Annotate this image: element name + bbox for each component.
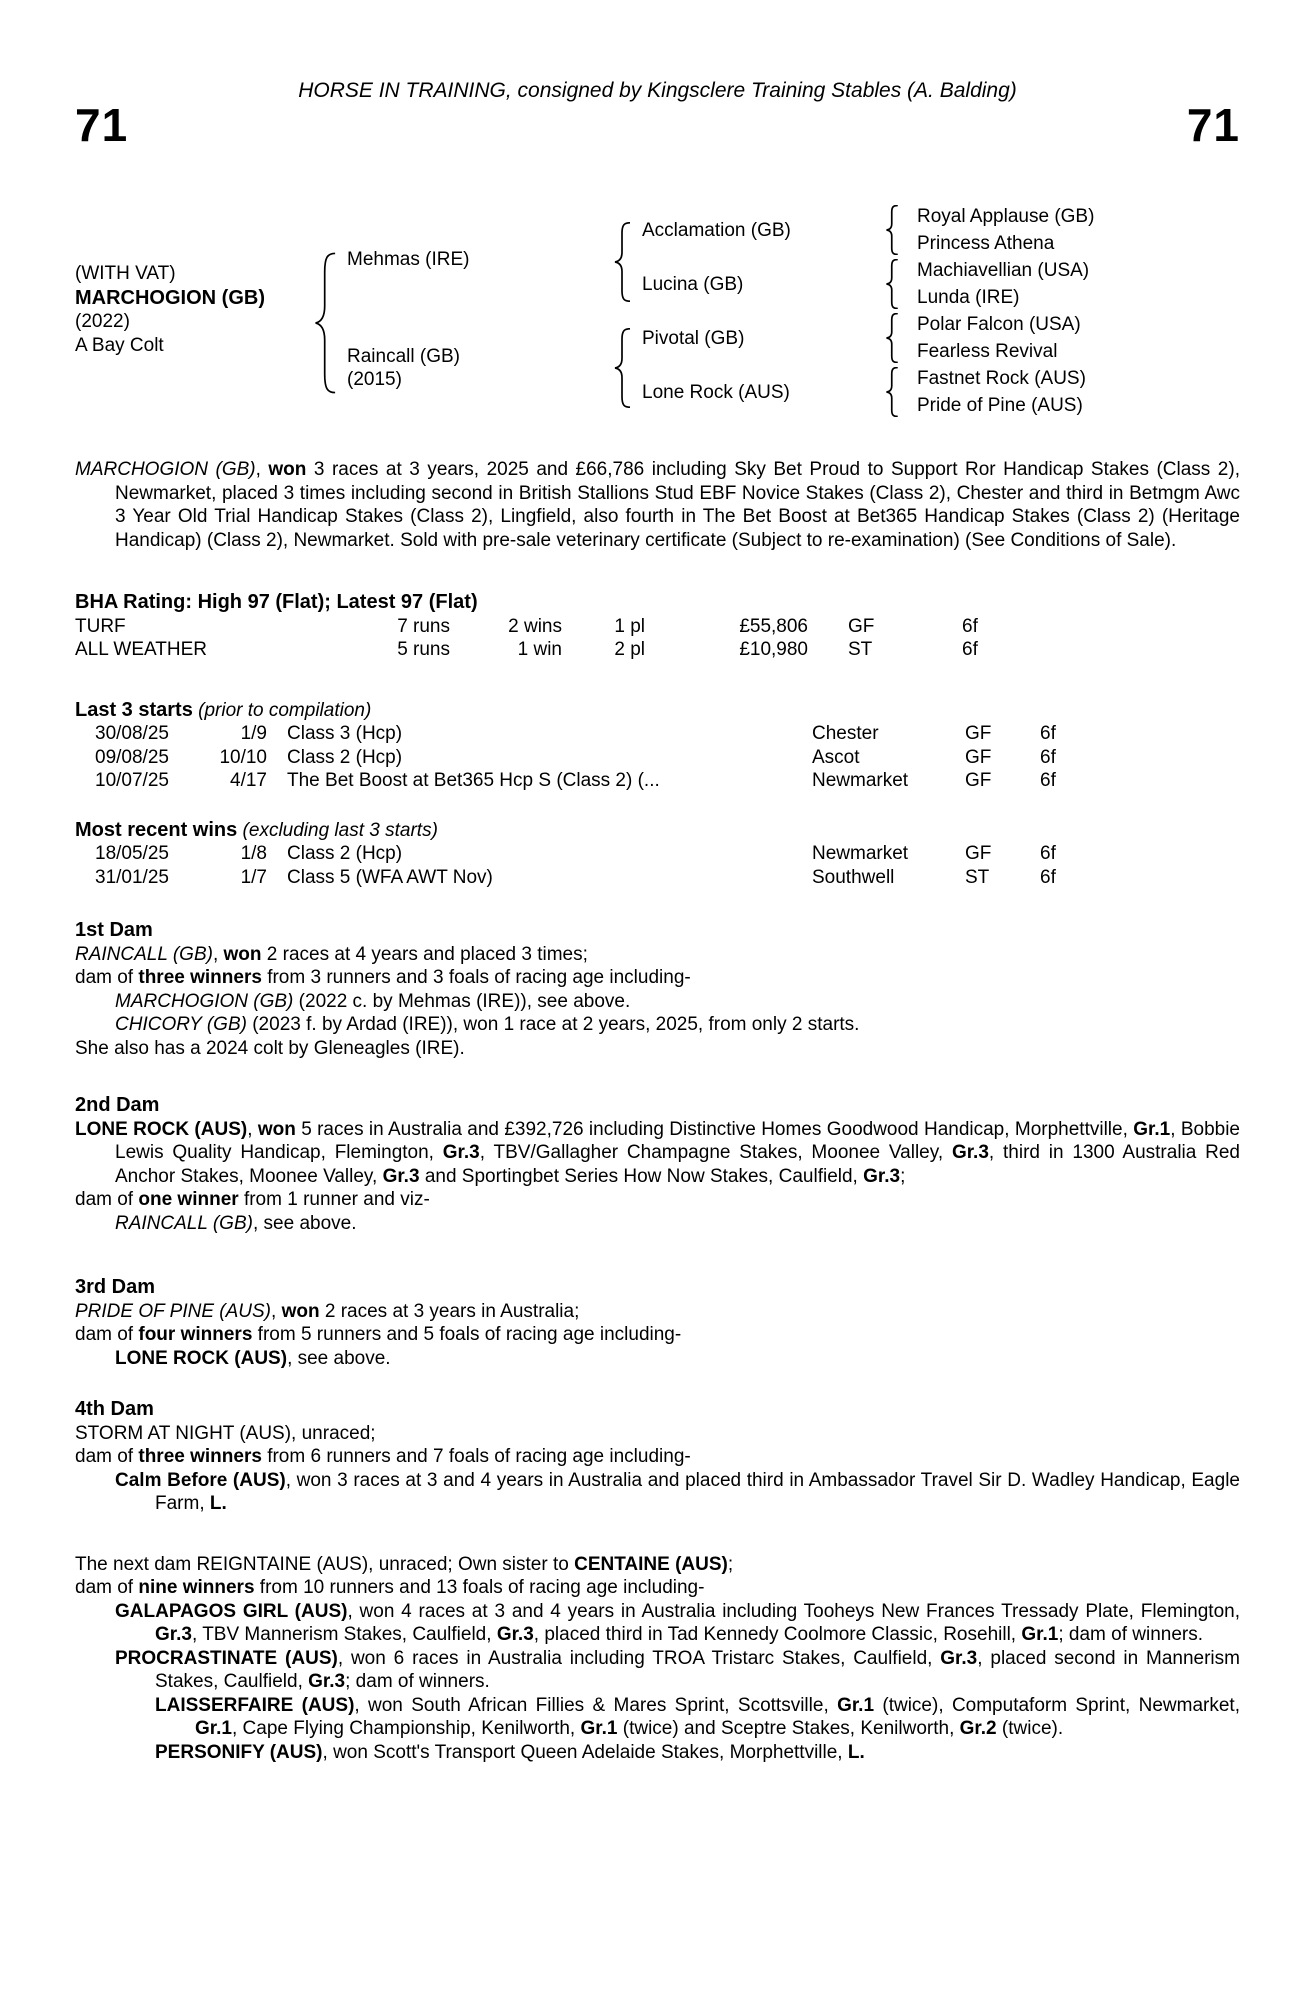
distance-value: 6f xyxy=(1040,723,1056,744)
wins-value: 2 wins xyxy=(508,615,562,637)
pedigree-brace-icon xyxy=(885,259,900,309)
dam-line: She also has a 2024 colt by Gleneagles (IRE). xyxy=(75,1037,465,1059)
start-date: 09/08/25 xyxy=(95,746,169,768)
great-grandparent-name: Machiavellian (USA) xyxy=(917,260,1090,281)
great-grandparent-name: Fearless Revival xyxy=(917,341,1058,362)
distance-value: 6f xyxy=(1040,746,1056,768)
horse-name: MARCHOGION (GB) xyxy=(75,287,265,309)
progeny-line: RAINCALL (GB), see above. xyxy=(115,1212,357,1234)
start-date: 10/07/25 xyxy=(95,770,169,791)
horse-identity-block xyxy=(75,262,265,358)
race-name: Class 5 (WFA AWT Nov) xyxy=(287,866,493,888)
going-value: GF xyxy=(848,615,875,637)
heading-text: Most recent wins xyxy=(75,818,238,841)
great-grandparent-name: Royal Applause (GB) xyxy=(917,206,1095,227)
consignment-title: HORSE IN TRAINING, consigned by Kingsclere Training Stables (A. Balding) xyxy=(298,79,1017,102)
pedigree-brace-icon xyxy=(885,367,900,417)
start-date: 31/01/25 xyxy=(95,866,169,888)
runs-value: 5 runs xyxy=(397,639,450,660)
pedigree-brace-icon xyxy=(613,222,633,302)
course-name: Newmarket xyxy=(812,843,909,864)
dam-line: STORM AT NIGHT (AUS), unraced; xyxy=(75,1422,376,1444)
bha-rating-section xyxy=(75,591,1240,662)
dam-line: dam of nine winners from 10 runners and 13 foals of racing age including- xyxy=(75,1577,705,1598)
progeny-paragraph: GALAPAGOS GIRL (AUS), won 4 races at 3 and 4 years in Australia including Tooheys New Frances Tressady Plate, Flemington, Gr.3, TBV Mannerism Stakes, Caulfield, Gr.3, placed third in Tad Kennedy Coolmore Classic, Rosehill, Gr.1; dam of winners. xyxy=(115,1600,1240,1645)
start-row xyxy=(75,746,1240,770)
places-value: 1 pl xyxy=(614,615,645,637)
great-grandparent-name: Pride of Pine (AUS) xyxy=(917,395,1083,416)
progeny-paragraph: PERSONIFY (AUS), won Scott's Transport Queen Adelaide Stakes, Morphettville, L. xyxy=(155,1741,865,1763)
horse-foaling-year: (2022) xyxy=(75,311,130,332)
distance-value: 6f xyxy=(1040,866,1056,888)
last-3-starts-section xyxy=(75,699,1240,793)
course-name: Newmarket xyxy=(812,770,909,791)
dam-line: RAINCALL (GB), won 2 races at 4 years and placed 3 times; xyxy=(75,943,588,965)
dam-name-block xyxy=(347,345,460,391)
sire-name: Mehmas (IRE) xyxy=(347,249,470,270)
dam-sire-name: Pivotal (GB) xyxy=(642,328,745,349)
dam-paragraph: LONE ROCK (AUS), won 5 races in Australia and £392,726 including Distinctive Homes Goodwood Handicap, Morphettville, Gr.1, Bobbie Lewis Quality Handicap, Flemington, Gr.3, TBV/Gallagher Champagne Stakes, Moonee Valley, Gr.3, third in 1300 Australia Red Anchor Stakes, Moonee Valley, Gr.3 and Sportingbet Series How Now Stakes, Caulfield, Gr.3; xyxy=(75,1118,1240,1187)
second-dam-section xyxy=(75,1094,1240,1235)
spacer xyxy=(808,638,848,662)
earnings-value: £10,980 xyxy=(739,639,808,660)
surface-label: TURF xyxy=(75,615,126,637)
record-row-turf xyxy=(75,615,1240,639)
lot-number-right: 71 xyxy=(1186,99,1240,151)
pedigree-brace-icon xyxy=(613,328,633,408)
finish-position: 4/17 xyxy=(230,770,267,791)
pedigree-brace-icon xyxy=(313,252,339,394)
vat-note: (WITH VAT) xyxy=(75,263,176,284)
course-name: Chester xyxy=(812,723,879,744)
most-recent-wins-section xyxy=(75,819,1240,890)
places-value: 2 pl xyxy=(614,639,645,660)
section-heading: 3rd Dam xyxy=(75,1276,156,1298)
heading-note: (excluding last 3 starts) xyxy=(242,819,438,841)
dam-name: Raincall (GB) xyxy=(347,346,460,367)
win-row xyxy=(75,866,1240,890)
progeny-line: CHICORY (GB) (2023 f. by Ardad (IRE)), won 1 race at 2 years, 2025, from only 2 starts. xyxy=(115,1014,860,1035)
dam-dam-name: Lone Rock (AUS) xyxy=(642,382,790,403)
distance-value: 6f xyxy=(962,615,978,637)
going-value: GF xyxy=(965,843,992,864)
great-grandparent-name: Fastnet Rock (AUS) xyxy=(917,368,1086,389)
third-dam-section xyxy=(75,1276,1240,1370)
going-value: GF xyxy=(965,746,992,768)
dam-line: dam of one winner from 1 runner and viz- xyxy=(75,1189,430,1210)
race-name: Class 2 (Hcp) xyxy=(287,843,403,864)
progeny-line: MARCHOGION (GB) (2022 c. by Mehmas (IRE)), see above. xyxy=(115,990,631,1012)
going-value: ST xyxy=(965,866,990,888)
section-heading: 4th Dam xyxy=(75,1398,154,1420)
going-value: GF xyxy=(965,770,992,791)
great-grandparent-name: Polar Falcon (USA) xyxy=(917,314,1081,335)
dam-line: dam of four winners from 5 runners and 5 foals of racing age including- xyxy=(75,1324,682,1345)
pedigree-brace-icon xyxy=(885,313,900,363)
lot-number-left: 71 xyxy=(75,99,129,151)
runs-value: 7 runs xyxy=(397,615,450,637)
page-header xyxy=(75,78,1240,170)
win-row xyxy=(75,842,1240,866)
dam-line: PRIDE OF PINE (AUS), won 2 races at 3 years in Australia; xyxy=(75,1300,580,1322)
progeny-paragraph: LAISSERFAIRE (AUS), won South African Fillies & Mares Sprint, Scottsville, Gr.1 (twice), Computaform Sprint, Newmarket, Gr.1, Cape Flying Championship, Kenilworth, Gr.1 (twice) and Sceptre Stakes, Kenilworth, Gr.2 (twice). xyxy=(155,1694,1240,1739)
race-name: Class 2 (Hcp) xyxy=(287,746,403,768)
bha-rating-heading: BHA Rating: High 97 (Flat); Latest 97 (Flat) xyxy=(75,591,478,613)
start-date: 30/08/25 xyxy=(95,723,169,744)
dam-line: The next dam REIGNTAINE (AUS), unraced; Own sister to CENTAINE (AUS); xyxy=(75,1553,734,1575)
pedigree-brace-icon xyxy=(885,205,900,255)
race-name: The Bet Boost at Bet365 Hcp S (Class 2) (... xyxy=(287,770,660,791)
spacer xyxy=(808,615,848,639)
dam-year: (2015) xyxy=(347,369,402,390)
finish-position: 1/8 xyxy=(240,843,267,864)
record-row-all-weather xyxy=(75,638,1240,662)
finish-position: 1/7 xyxy=(240,866,267,888)
sire-dam-name: Lucina (GB) xyxy=(642,274,744,295)
course-name: Southwell xyxy=(812,866,895,888)
finish-position: 1/9 xyxy=(240,723,267,744)
heading-note: (prior to compilation) xyxy=(198,699,372,721)
progeny-paragraph: Calm Before (AUS), won 3 races at 3 and 4 years in Australia and placed third in Ambassador Travel Sir D. Wadley Handicap, Eagle Farm, L. xyxy=(115,1469,1240,1514)
next-dam-section xyxy=(75,1553,1240,1765)
sire-sire-name: Acclamation (GB) xyxy=(642,220,791,241)
surface-label: ALL WEATHER xyxy=(75,639,207,660)
great-grandparent-name: Princess Athena xyxy=(917,233,1055,254)
race-record-paragraph: MARCHOGION (GB), won 3 races at 3 years, 2025 and £66,786 including Sky Bet Proud to Support Ror Handicap Stakes (Class 2), Newmarket, placed 3 times including second in British Stallions Stud EBF Novice Stakes (Class 2), Chester and third in Betmgm Awc 3 Year Old Trial Handicap Stakes (Class 2), Lingfield, also fourth in The Bet Boost at Bet365 Handicap Stakes (Class 2) (Heritage Handicap) (Class 2), Newmarket. Sold with pre-sale veterinary certificate (Subject to re-examination) (See Conditions of Sale). xyxy=(75,459,1240,551)
most-recent-wins-heading xyxy=(75,819,1240,843)
progeny-line: LONE ROCK (AUS), see above. xyxy=(115,1347,391,1369)
great-grandparent-name: Lunda (IRE) xyxy=(917,287,1020,308)
start-row xyxy=(75,722,1240,746)
last-3-starts-heading xyxy=(75,699,1240,723)
distance-value: 6f xyxy=(1040,770,1056,791)
pedigree-tree xyxy=(75,206,1240,420)
course-name: Ascot xyxy=(812,746,860,768)
section-heading: 2nd Dam xyxy=(75,1094,160,1116)
wins-value: 1 win xyxy=(517,639,562,660)
distance-value: 6f xyxy=(1040,843,1056,864)
progeny-paragraph: PROCRASTINATE (AUS), won 6 races in Australia including TROA Tristarc Stakes, Caulfield, Gr.3, placed second in Mannerism Stakes, Caulfield, Gr.3; dam of winners. xyxy=(115,1647,1240,1692)
horse-description: A Bay Colt xyxy=(75,335,164,356)
distance-value: 6f xyxy=(962,639,978,660)
race-name: Class 3 (Hcp) xyxy=(287,723,403,744)
dam-line: dam of three winners from 6 runners and 7 foals of racing age including- xyxy=(75,1446,691,1467)
heading-text: Last 3 starts xyxy=(75,698,193,721)
fourth-dam-section xyxy=(75,1398,1240,1516)
start-row xyxy=(75,769,1240,793)
going-value: GF xyxy=(965,723,992,744)
section-heading: 1st Dam xyxy=(75,919,153,941)
earnings-value: £55,806 xyxy=(739,615,808,637)
going-value: ST xyxy=(848,639,873,660)
dam-line: dam of three winners from 3 runners and 3 foals of racing age including- xyxy=(75,967,691,988)
finish-position: 10/10 xyxy=(219,746,267,768)
first-dam-section xyxy=(75,919,1240,1060)
start-date: 18/05/25 xyxy=(95,843,169,864)
